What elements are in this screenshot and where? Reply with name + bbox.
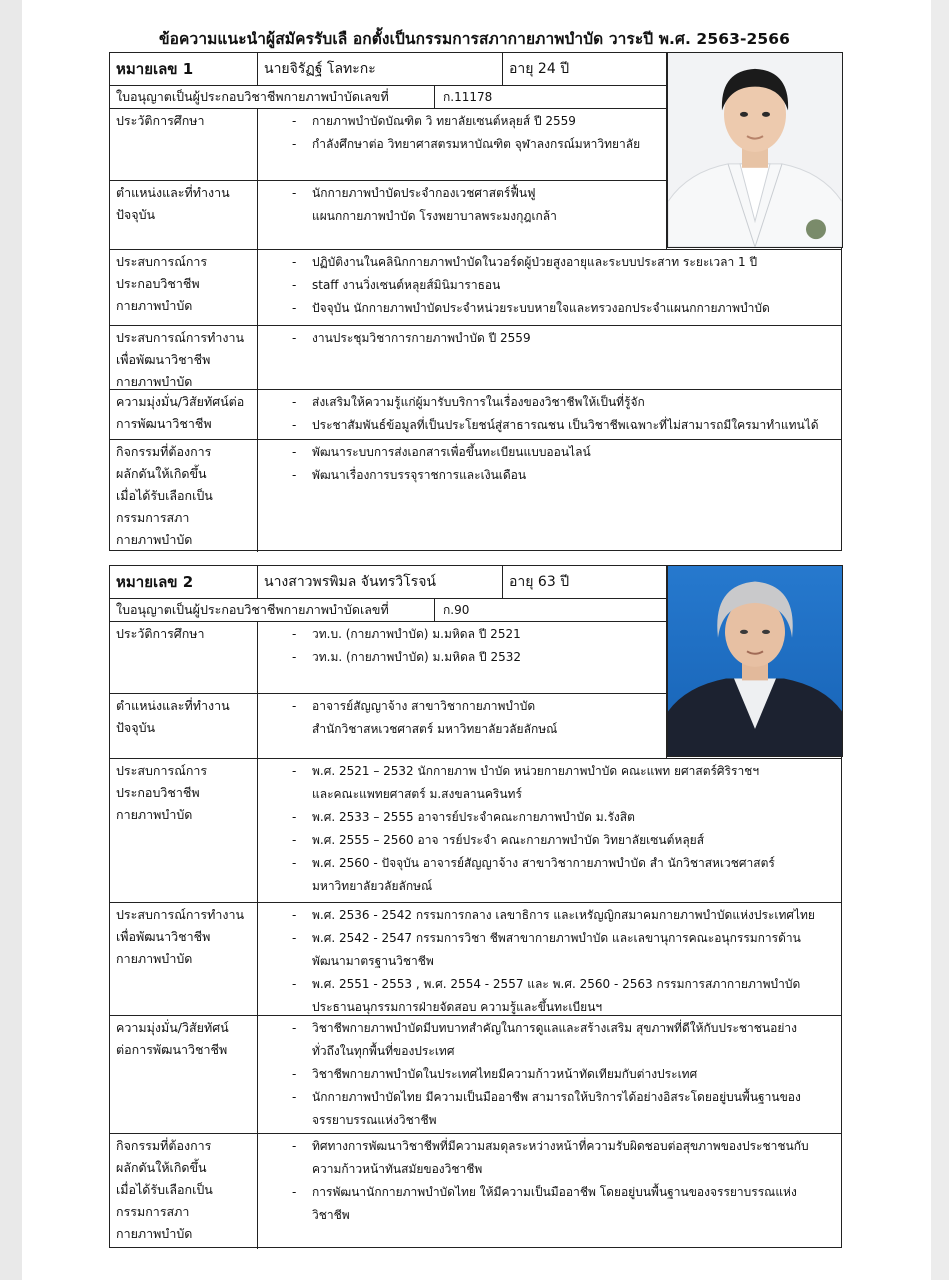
bullet-dash-icon: - [292, 810, 297, 824]
section-row [110, 439, 841, 552]
license-row [110, 598, 667, 621]
section-row [110, 325, 841, 389]
section-content [258, 760, 841, 898]
list-item-text: อาจารย์สัญญาจ้าง สาขาวิชากายภาพบำบัด สำนักวิชาสหเวชศาสตร์ มหาวิทยาลัยวลัยลักษณ์ [312, 699, 558, 736]
bullet-dash-icon: - [292, 468, 297, 482]
list-item-text: ประชาสัมพันธ์ข้อมูลที่เป็นประโยชน์สู่สาธารณชน เป็นวิชาชีพเฉพาะที่ไม่สามารถมีใครมาทำแทนได้ [312, 418, 819, 432]
section-content [258, 110, 667, 156]
license-number: ก.11178 [435, 86, 667, 108]
list-item-text: ส่งเสริมให้ความรู้แก่ผู้มารับบริการในเรื่องของวิชาชีพให้เป็นที่รู้จัก [312, 395, 645, 409]
list-item-text: staff งานวิ่งเซนต์หลุยส์มินิมาราธอน [312, 278, 501, 292]
bullet-dash-icon: - [292, 650, 297, 664]
list-item [258, 133, 667, 156]
list-item-text: ปัจจุบัน นักกายภาพบำบัดประจำหน่วยระบบหายใจและทรวงอกประจำแผนกกายภาพบำบัด [312, 301, 770, 315]
section-content [258, 327, 841, 350]
section-label: ประสบการณ์การทำงาน เพื่อพัฒนาวิชาชีพ กายภาพบำบัด [110, 903, 258, 1015]
list-item-text: งานประชุมวิชาการกายภาพบำบัด ปี 2559 [312, 331, 531, 345]
candidate-card [109, 52, 842, 551]
list-item-text: พัฒนาระบบการส่งเอกสารเพื่อขึ้นทะเบียนแบบออนไลน์ [312, 445, 591, 459]
list-item [258, 695, 667, 741]
list-item-text: นักกายภาพบำบัดประจำกองเวชศาสตร์ฟื้นฟู แผนกกายภาพบำบัด โรงพยาบาลพระมงกุฎเกล้า [312, 186, 557, 223]
list-item-text: กายภาพบำบัดบัณฑิต วิ ทยาลัยเซนต์หลุยส์ ปี 2559 [312, 114, 576, 128]
section-label: ประสบการณ์การทำงาน เพื่อพัฒนาวิชาชีพ กายภาพบำบัด [110, 326, 258, 389]
list-item [258, 414, 841, 437]
list-item-text: กำลังศึกษาต่อ วิทยาศาสตรมหาบัณฑิต จุฬาลงกรณ์มหาวิทยาลัย [312, 137, 641, 151]
candidate-age: อายุ 24 ปี [503, 53, 667, 85]
list-item [258, 327, 841, 350]
license-row [110, 85, 667, 108]
section-row [110, 758, 841, 902]
list-item [258, 441, 841, 464]
section-row [110, 621, 667, 693]
bullet-dash-icon: - [292, 764, 297, 778]
candidate-name: นายจิรัฏฐ์ โลทะกะ [258, 53, 503, 85]
list-item-text: นักกายภาพบำบัดไทย มีความเป็นมืออาชีพ สามารถให้บริการได้อย่างอิสระโดยอยู่บนพื้นฐานของ จรรยาบรรณแห่งวิชาชีพ [312, 1090, 801, 1127]
list-item-text: พ.ศ. 2521 – 2532 นักกายภาพ บำบัด หน่วยกายภาพบำบัด คณะแพท ยศาสตร์ศิริราชฯ และคณะแพทยศาสตร์ ม.สงขลานครินทร์ [312, 764, 760, 801]
page-right-margin [931, 0, 949, 1280]
bullet-dash-icon: - [292, 699, 297, 713]
section-label: ความมุ่งมั่น/วิสัยทัศน์ ต่อการพัฒนาวิชาชีพ [110, 1016, 258, 1133]
bullet-dash-icon: - [292, 137, 297, 151]
candidate-number: หมายเลข 2 [110, 566, 258, 598]
candidate-header-row [110, 53, 667, 85]
section-content [258, 251, 841, 320]
list-item [258, 829, 841, 852]
list-item-text: พ.ศ. 2555 – 2560 อาจ ารย์ประจำ คณะกายภาพบำบัด วิทยาลัยเซนต์หลุยส์ [312, 833, 705, 847]
section-label: กิจกรรมที่ต้องการ ผลักดันให้เกิดขึ้น เมื่อได้รับเลือกเป็น กรรมการสภา กายภาพบำบัด [110, 440, 258, 552]
list-item [258, 297, 841, 320]
candidate-number: หมายเลข 1 [110, 53, 258, 85]
page-title: ข้อความแนะนำผู้สมัครรับเลื อกตั้งเป็นกรรมการสภากายภาพบำบัด วาระปี พ.ศ. 2563-2566 [158, 30, 791, 48]
list-item-text: พ.ศ. 2551 - 2553 , พ.ศ. 2554 - 2557 และ พ.ศ. 2560 - 2563 กรรมการสภากายภาพบำบัด ประธานอนุกรรมการฝ่ายจัดสอบ ความรู้และขึ้นทะเบียนฯ [312, 977, 801, 1014]
list-item [258, 1063, 841, 1086]
section-row [110, 902, 841, 1015]
section-content [258, 441, 841, 487]
bullet-dash-icon: - [292, 278, 297, 292]
bullet-dash-icon: - [292, 1185, 297, 1199]
list-item [258, 852, 841, 898]
bullet-dash-icon: - [292, 1139, 297, 1153]
section-label: ประสบการณ์การ ประกอบวิชาชีพ กายภาพบำบัด [110, 250, 258, 325]
list-item [258, 251, 841, 274]
bullet-dash-icon: - [292, 977, 297, 991]
list-item [258, 760, 841, 806]
section-label: ตำแหน่งและที่ทำงาน ปัจจุบัน [110, 694, 258, 758]
section-label: ตำแหน่งและที่ทำงาน ปัจจุบัน [110, 181, 258, 249]
bullet-dash-icon: - [292, 255, 297, 269]
section-row [110, 1015, 841, 1133]
bullet-dash-icon: - [292, 186, 297, 200]
list-item [258, 1086, 841, 1132]
candidate-card [109, 565, 842, 1248]
bullet-dash-icon: - [292, 856, 297, 870]
list-item [258, 973, 841, 1019]
list-item-text: วิชาชีพกายภาพบำบัดมีบทบาทสำคัญในการดูแลและสร้างเสริม สุขภาพที่ดีให้กับประชาชนอย่าง ทั่วถึงในทุกพื้นที่ของประเทศ [312, 1021, 797, 1058]
list-item-text: วท.ม. (กายภาพบำบัด) ม.มหิดล ปี 2532 [312, 650, 522, 664]
bullet-dash-icon: - [292, 833, 297, 847]
license-label: ใบอนุญาตเป็นผู้ประกอบวิชาชีพกายภาพบำบัดเลขที่ [110, 86, 435, 108]
license-number: ก.90 [435, 599, 667, 621]
section-content [258, 182, 667, 228]
bullet-dash-icon: - [292, 301, 297, 315]
candidate-photo [667, 565, 843, 757]
list-item-text: พ.ศ. 2533 – 2555 อาจารย์ประจำคณะกายภาพบำบัด ม.รังสิต [312, 810, 635, 824]
section-content [258, 623, 667, 669]
section-row [110, 249, 841, 325]
list-item-text: ทิศทางการพัฒนาวิชาชีพที่มีความสมดุลระหว่างหน้าที่ความรับผิดชอบต่อสุขภาพของประชาชนกับ ความก้าวหน้าทันสมัยของวิชาชีพ [312, 1139, 809, 1176]
bullet-dash-icon: - [292, 114, 297, 128]
list-item [258, 1181, 841, 1227]
section-content [258, 695, 667, 741]
section-row [110, 389, 841, 439]
bullet-dash-icon: - [292, 418, 297, 432]
bullet-dash-icon: - [292, 331, 297, 345]
list-item [258, 1135, 841, 1181]
bullet-dash-icon: - [292, 445, 297, 459]
candidate-name: นางสาวพรพิมล จันทรวิโรจน์ [258, 566, 503, 598]
list-item-text: พ.ศ. 2560 - ปัจจุบัน อาจารย์สัญญาจ้าง สาขาวิชากายภาพบำบัด สำ นักวิชาสหเวชศาสตร์ มหาวิทยาลัยวลัยลักษณ์ [312, 856, 775, 893]
bullet-dash-icon: - [292, 908, 297, 922]
section-row [110, 108, 667, 180]
section-content [258, 391, 841, 437]
bullet-dash-icon: - [292, 1090, 297, 1104]
bullet-dash-icon: - [292, 1021, 297, 1035]
candidate-header-row [110, 566, 667, 598]
section-row [110, 693, 667, 758]
list-item [258, 927, 841, 973]
page-left-margin [0, 0, 22, 1280]
section-label: กิจกรรมที่ต้องการ ผลักดันให้เกิดขึ้น เมื่อได้รับเลือกเป็น กรรมการสภา กายภาพบำบัด [110, 1134, 258, 1249]
list-item [258, 623, 667, 646]
section-row [110, 1133, 841, 1249]
list-item [258, 391, 841, 414]
section-content [258, 1135, 841, 1227]
list-item [258, 646, 667, 669]
section-content [258, 904, 841, 1019]
list-item-text: วท.บ. (กายภาพบำบัด) ม.มหิดล ปี 2521 [312, 627, 521, 641]
section-label: ความมุ่งมั่น/วิสัยทัศน์ต่อ การพัฒนาวิชาชีพ [110, 390, 258, 439]
candidate-age: อายุ 63 ปี [503, 566, 667, 598]
license-label: ใบอนุญาตเป็นผู้ประกอบวิชาชีพกายภาพบำบัดเลขที่ [110, 599, 435, 621]
list-item-text: พ.ศ. 2542 - 2547 กรรมการวิชา ชีพสาขากายภาพบำบัด และเลขานุการคณะอนุกรรมการด้าน พัฒนามาตรฐานวิชาชีพ [312, 931, 801, 968]
bullet-dash-icon: - [292, 1067, 297, 1081]
section-label: ประวัติการศึกษา [110, 622, 258, 693]
section-label: ประวัติการศึกษา [110, 109, 258, 180]
list-item-text: การพัฒนานักกายภาพบำบัดไทย ให้มีความเป็นมืออาชีพ โดยอยู่บนพื้นฐานของจรรยาบรรณแห่ง วิชาชีพ [312, 1185, 797, 1222]
section-content [258, 1017, 841, 1132]
list-item-text: พ.ศ. 2536 - 2542 กรรมการกลาง เลขาธิการ และเหรัญญิกสมาคมกายภาพบำบัดแห่งประเทศไทย [312, 908, 815, 922]
list-item [258, 904, 841, 927]
bullet-dash-icon: - [292, 931, 297, 945]
list-item [258, 1017, 841, 1063]
section-row [110, 180, 667, 249]
section-label: ประสบการณ์การ ประกอบวิชาชีพ กายภาพบำบัด [110, 759, 258, 902]
candidate-photo [667, 52, 843, 248]
bullet-dash-icon: - [292, 395, 297, 409]
list-item [258, 806, 841, 829]
list-item [258, 182, 667, 228]
bullet-dash-icon: - [292, 627, 297, 641]
list-item [258, 110, 667, 133]
list-item-text: วิชาชีพกายภาพบำบัดในประเทศไทยมีความก้าวหน้าทัดเทียมกับต่างประเทศ [312, 1067, 698, 1081]
list-item-text: ปฏิบัติงานในคลินิกกายภาพบำบัดในวอร์ดผู้ป่วยสูงอายุและระบบประสาท ระยะเวลา 1 ปี [312, 255, 758, 269]
list-item-text: พัฒนาเรื่องการบรรจุราชการและเงินเดือน [312, 468, 527, 482]
list-item [258, 274, 841, 297]
list-item [258, 464, 841, 487]
